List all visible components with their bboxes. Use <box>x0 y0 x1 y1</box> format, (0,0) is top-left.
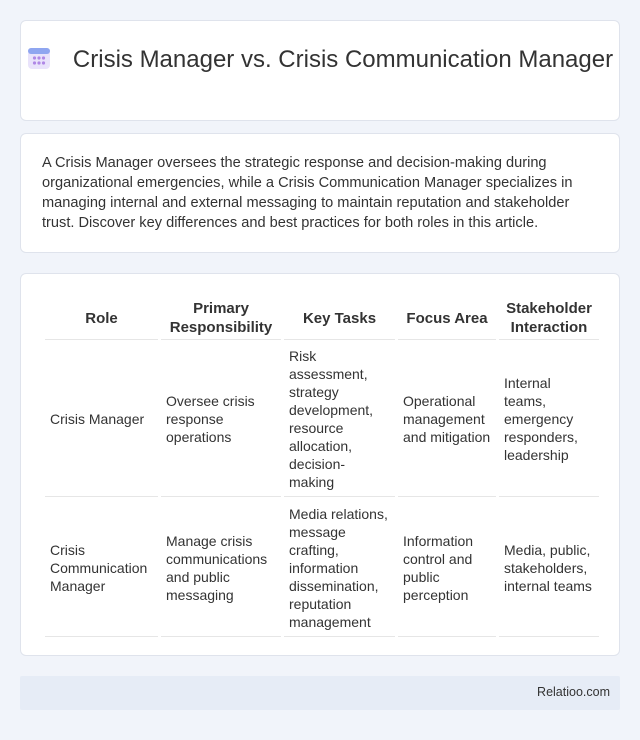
table-row <box>45 342 599 497</box>
table-cell: Media relations, message crafting, information dissemination, reputation management <box>284 499 395 637</box>
header-primary-responsibility: Primary Responsibility <box>161 297 281 340</box>
title-card <box>20 20 620 121</box>
intro-paragraph: A Crisis Manager oversees the strategic response and decision-making during organizational emergencies, while a Crisis Communication Manager specializes in managing internal and external messaging to maintain reputation and stakeholder trust. Discover key differences and best practices for both roles in this article. <box>42 155 573 231</box>
calendar-icon <box>27 46 51 70</box>
table-row <box>45 499 599 637</box>
comparison-table <box>42 295 602 639</box>
header-stakeholder-interaction: Stakeholder Interaction <box>499 297 599 340</box>
table-header-row <box>45 297 599 340</box>
table-cell: Crisis Communication Manager <box>45 499 158 637</box>
table-cell: Crisis Manager <box>45 342 158 497</box>
table-cell: Internal teams, emergency responders, leadership <box>499 342 599 497</box>
table-cell: Oversee crisis response operations <box>161 342 281 497</box>
header-key-tasks: Key Tasks <box>284 297 395 340</box>
intro-card <box>20 133 620 253</box>
header-role: Role <box>45 297 158 340</box>
table-cell: Media, public, stakeholders, internal teams <box>499 499 599 637</box>
page-title <box>21 45 619 74</box>
table-cell: Manage crisis communications and public messaging <box>161 499 281 637</box>
header-focus-area: Focus Area <box>398 297 496 340</box>
table-cell: Risk assessment, strategy development, resource allocation, decision-making <box>284 342 395 497</box>
footer-brand-link[interactable]: Relatioo.com <box>537 685 610 699</box>
comparison-table-card <box>20 273 620 656</box>
table-cell: Information control and public perception <box>398 499 496 637</box>
table-cell: Operational management and mitigation <box>398 342 496 497</box>
title-text: Crisis Manager vs. Crisis Communication Manager <box>72 46 614 73</box>
footer <box>20 676 620 710</box>
